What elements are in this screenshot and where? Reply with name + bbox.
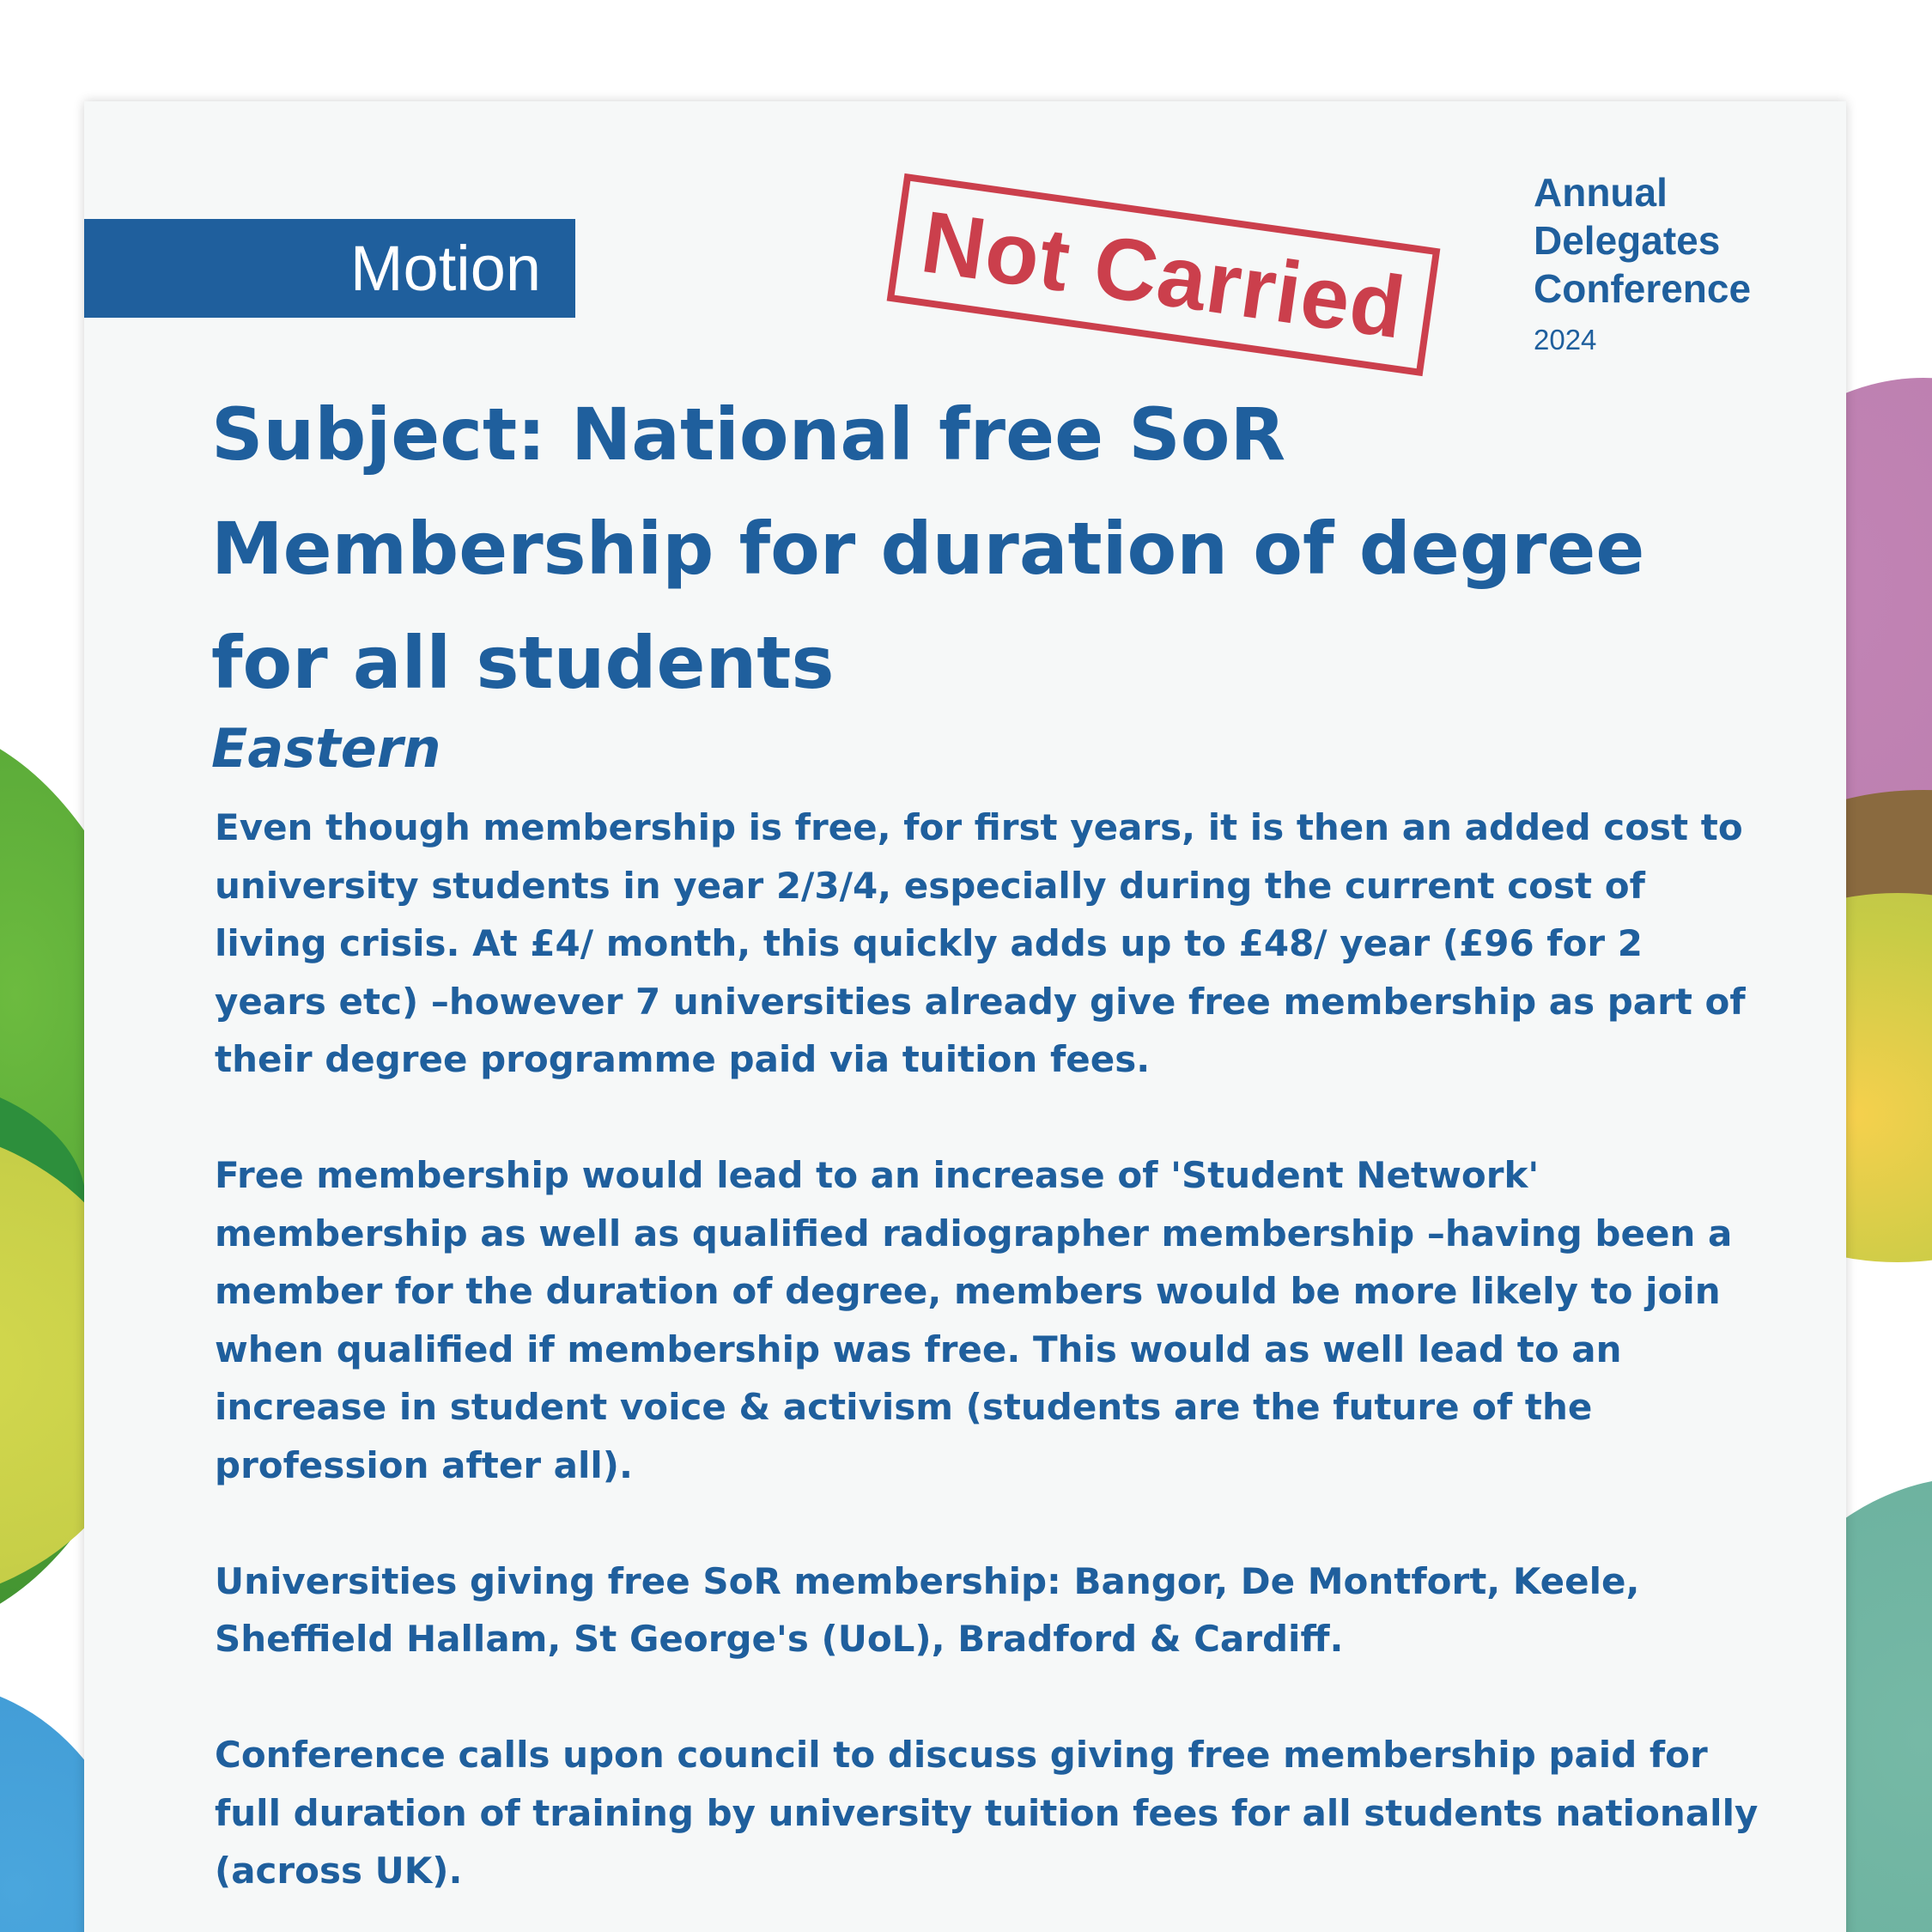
logo-line-delegates: Delegates xyxy=(1534,218,1721,263)
logo-line-annual: Annual xyxy=(1534,170,1668,215)
motion-badge: Motion xyxy=(84,219,575,318)
body-paragraph: Free membership would lead to an increase of 'Student Network' membership as well as qualified radiographer membership –having been a member for the duration of degree, members would be more likely to join when qualified if membership was free. This would as well lead to an increase in student voice & activism (students are the future of the profession after all). xyxy=(215,1154,1733,1486)
conference-logo xyxy=(1534,168,1751,364)
logo-line-conference: Conference xyxy=(1534,266,1752,311)
body-paragraph: Conference calls upon council to discuss giving free membership paid for full duration of training by university tuition fees for all students nationally (across UK). xyxy=(215,1734,1759,1892)
not-carried-stamp: Not Carried xyxy=(887,173,1441,376)
logo-year: 2024 xyxy=(1534,324,1597,355)
motion-subject: Subject: National free SoR Membership for duration of degree for all students xyxy=(211,392,1645,705)
motion-body xyxy=(215,799,1760,1932)
motion-region: Eastern xyxy=(211,717,441,780)
body-paragraph: Universities giving free SoR membership: Bangor, De Montfort, Keele, Sheffield Hallam, St George's (UoL), Bradford & Cardiff. xyxy=(215,1559,1640,1660)
body-paragraph: Even though membership is free, for first years, it is then an added cost to university students in year 2/3/4, especially during the current cost of living crisis. At £4/ month, this quickly adds up to £48/ year (£96 for 2 years etc) –however 7 universities already give free membership as part of their degree programme paid via tuition fees. xyxy=(215,806,1746,1080)
